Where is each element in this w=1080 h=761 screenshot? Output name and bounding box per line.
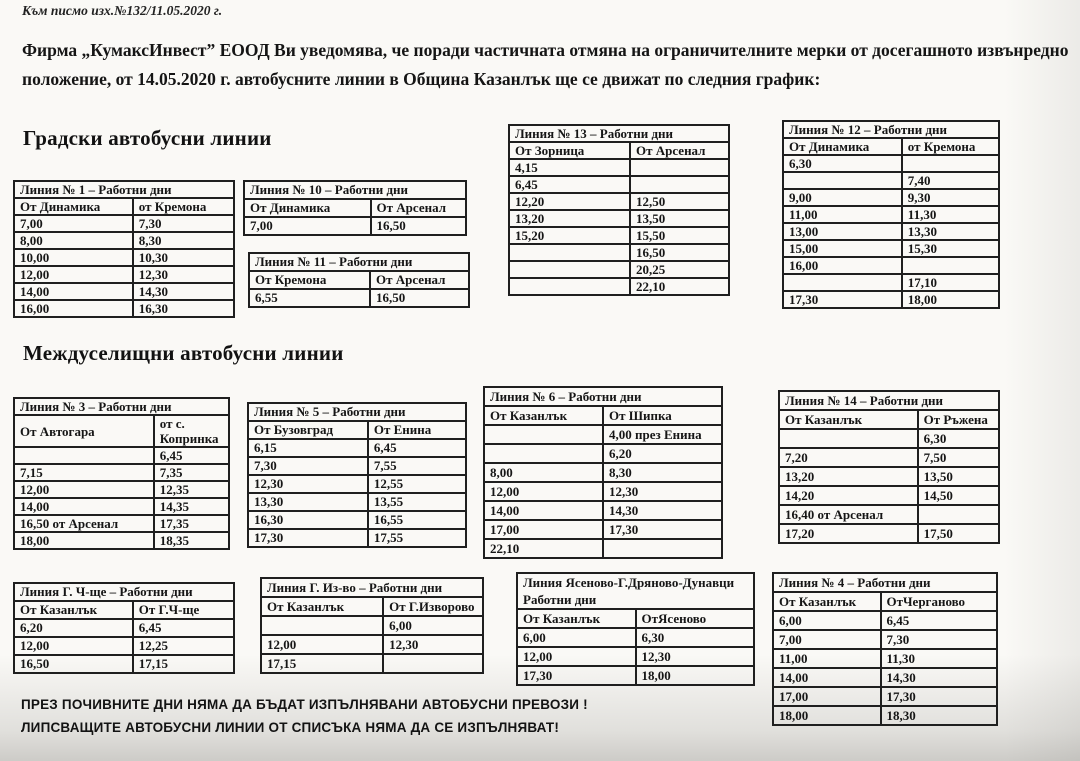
time-cell: 11,30 <box>902 206 999 223</box>
time-cell: 14,30 <box>603 501 722 520</box>
time-cell: 16,00 <box>783 257 902 274</box>
time-cell: 12,30 <box>603 482 722 501</box>
time-cell: 7,30 <box>133 215 234 232</box>
time-cell: 12,30 <box>383 635 483 654</box>
table-line-14 <box>778 390 1000 544</box>
column-header: От Арсенал <box>370 271 469 289</box>
time-cell: 14,30 <box>881 668 997 687</box>
column-header: От Шипка <box>603 406 722 425</box>
column-header: От Зорница <box>509 142 630 159</box>
schedule-table <box>243 180 467 236</box>
schedule-table <box>483 386 723 559</box>
time-cell: 13,00 <box>783 223 902 240</box>
schedule-table <box>13 397 230 550</box>
time-cell: 13,50 <box>630 210 729 227</box>
time-cell: 6,20 <box>603 444 722 463</box>
column-header: от Кремона <box>133 198 234 215</box>
time-cell: 9,30 <box>902 189 999 206</box>
time-cell: 6,30 <box>918 429 999 448</box>
time-cell: 12,00 <box>484 482 603 501</box>
table-title: Линия № 6 – Работни дни <box>484 387 722 406</box>
time-cell: 15,20 <box>509 227 630 244</box>
reference-note: Към писмо изх.№132/11.05.2020 г. <box>22 3 223 18</box>
column-header: От Бузовград <box>248 421 368 439</box>
time-cell: 15,00 <box>783 240 902 257</box>
time-cell: 7,00 <box>244 217 371 235</box>
time-cell: 7,30 <box>881 630 997 649</box>
time-cell: 17,55 <box>368 529 466 547</box>
time-cell: 12,25 <box>133 637 234 655</box>
time-cell: 17,15 <box>133 655 234 673</box>
table-line-5 <box>247 402 467 548</box>
schedule-table <box>782 120 1000 309</box>
time-cell: 6,55 <box>249 289 370 307</box>
time-cell: 18,35 <box>154 532 229 549</box>
time-cell: 17,30 <box>783 291 902 308</box>
time-cell <box>509 244 630 261</box>
column-header: От Казанлък <box>773 592 881 611</box>
schedule-table <box>772 572 998 726</box>
time-cell: 6,00 <box>383 616 483 635</box>
column-header: От Динамика <box>14 198 133 215</box>
time-cell: 6,20 <box>14 619 133 637</box>
time-cell: 13,20 <box>509 210 630 227</box>
time-cell <box>902 257 999 274</box>
time-cell: 17,15 <box>261 654 383 673</box>
table-title: Линия № 5 – Работни дни <box>248 403 466 421</box>
time-cell: 12,00 <box>14 481 154 498</box>
time-cell: 14,00 <box>14 283 133 300</box>
time-cell: 12,00 <box>14 266 133 283</box>
column-header: ОтЯсеново <box>636 609 755 628</box>
time-cell: 14,00 <box>484 501 603 520</box>
column-header: от с. Копринка <box>154 415 229 447</box>
column-header: От Автогара <box>14 415 154 447</box>
time-cell: 11,30 <box>881 649 997 668</box>
time-cell: 17,50 <box>918 524 999 543</box>
time-cell: 12,55 <box>368 475 466 493</box>
table-line-3 <box>13 397 230 550</box>
column-header: От Казанлък <box>261 597 383 616</box>
column-header: От Г.Изворово <box>383 597 483 616</box>
time-cell: 8,30 <box>133 232 234 249</box>
table-line-11 <box>248 252 470 308</box>
column-header: От Казанлък <box>779 410 918 429</box>
time-cell: 10,30 <box>133 249 234 266</box>
table-line-13 <box>508 124 730 296</box>
time-cell: 17,35 <box>154 515 229 532</box>
time-cell: 14,20 <box>779 486 918 505</box>
time-cell: 13,30 <box>248 493 368 511</box>
time-cell: 16,50 от Арсенал <box>14 515 154 532</box>
column-header: От Динамика <box>244 199 371 217</box>
time-cell: 12,50 <box>630 193 729 210</box>
time-cell: 18,00 <box>902 291 999 308</box>
time-cell: 17,10 <box>902 274 999 291</box>
time-cell: 7,40 <box>902 172 999 189</box>
column-header: От Арсенал <box>630 142 729 159</box>
time-cell <box>383 654 483 673</box>
time-cell: 8,00 <box>14 232 133 249</box>
time-cell: 16,50 <box>630 244 729 261</box>
time-cell <box>630 176 729 193</box>
time-cell: 12,30 <box>248 475 368 493</box>
time-cell: 11,00 <box>773 649 881 668</box>
column-header: ОтЧерганово <box>881 592 997 611</box>
table-line-12 <box>782 120 1000 309</box>
intro-paragraph: Фирма „КумаксИнвест” ЕООД Ви уведомява, че поради частичната отмяна на ограничителните мерки от досегашното извънредно положение, от 14.05.2020 г. автобусните линии в Община Казанлък ще се движат по следния график: <box>22 40 1069 89</box>
table-line-g-izvorovo <box>260 577 484 674</box>
time-cell: 12,00 <box>14 637 133 655</box>
time-cell: 17,00 <box>773 687 881 706</box>
table-line-4 <box>772 572 998 726</box>
time-cell: 6,30 <box>783 155 902 172</box>
footer-note-missing-lines: ЛИПСВАЩИТЕ АВТОБУСНИ ЛИНИИ ОТ СПИСЪКА НЯМА ДА СЕ ИЗПЪЛНЯВАТ! <box>21 720 560 735</box>
table-title: Линия № 4 – Работни дни <box>773 573 997 592</box>
time-cell: 15,30 <box>902 240 999 257</box>
column-header: От Казанлък <box>484 406 603 425</box>
section-title-intercity-lines: Междуселищни автобусни линии <box>23 341 344 365</box>
column-header: От Казанлък <box>517 609 636 628</box>
time-cell: 6,00 <box>517 628 636 647</box>
time-cell: 18,00 <box>773 706 881 725</box>
time-cell <box>783 274 902 291</box>
time-cell: 18,00 <box>14 532 154 549</box>
table-title: Линия № 14 – Работни дни <box>779 391 999 410</box>
time-cell: 4,00 през Енина <box>603 425 722 444</box>
time-cell: 16,00 <box>14 300 133 317</box>
time-cell: 11,00 <box>783 206 902 223</box>
time-cell: 6,45 <box>368 439 466 457</box>
schedule-table <box>248 252 470 308</box>
column-header: От Ръжена <box>918 410 999 429</box>
time-cell: 8,00 <box>484 463 603 482</box>
time-cell: 13,50 <box>918 467 999 486</box>
time-cell: 16,30 <box>248 511 368 529</box>
time-cell: 14,35 <box>154 498 229 515</box>
time-cell: 13,55 <box>368 493 466 511</box>
schedule-table <box>260 577 484 674</box>
time-cell: 7,55 <box>368 457 466 475</box>
time-cell: 4,15 <box>509 159 630 176</box>
column-header: От Енина <box>368 421 466 439</box>
table-line-yasenovo <box>516 572 755 686</box>
time-cell: 16,50 <box>371 217 466 235</box>
time-cell: 17,30 <box>517 666 636 685</box>
time-cell: 14,00 <box>14 498 154 515</box>
table-title: Линия № 11 – Работни дни <box>249 253 469 271</box>
footer-note-weekends: ПРЕЗ ПОЧИВНИТЕ ДНИ НЯМА ДА БЪДАТ ИЗПЪЛНЯВАНИ АВТОБУСНИ ПРЕВОЗИ ! <box>21 697 588 712</box>
time-cell: 22,10 <box>484 539 603 558</box>
time-cell: 15,50 <box>630 227 729 244</box>
time-cell <box>630 159 729 176</box>
time-cell: 7,30 <box>248 457 368 475</box>
time-cell: 13,20 <box>779 467 918 486</box>
time-cell: 7,35 <box>154 464 229 481</box>
time-cell: 16,50 <box>370 289 469 307</box>
time-cell: 18,00 <box>636 666 755 685</box>
time-cell: 17,30 <box>881 687 997 706</box>
time-cell: 12,00 <box>517 647 636 666</box>
time-cell: 8,30 <box>603 463 722 482</box>
time-cell <box>603 539 722 558</box>
section-title-city-lines: Градски автобусни линии <box>23 126 272 150</box>
time-cell <box>779 429 918 448</box>
time-cell: 6,30 <box>636 628 755 647</box>
table-title: Линия № 12 – Работни дни <box>783 121 999 138</box>
table-title: Линия № 10 – Работни дни <box>244 181 466 199</box>
time-cell: 6,15 <box>248 439 368 457</box>
schedule-table <box>13 180 235 318</box>
time-cell: 9,00 <box>783 189 902 206</box>
schedule-table <box>516 572 755 686</box>
time-cell: 22,10 <box>630 278 729 295</box>
time-cell: 7,00 <box>14 215 133 232</box>
table-line-g-chshte <box>13 582 235 674</box>
time-cell: 7,20 <box>779 448 918 467</box>
time-cell: 17,30 <box>248 529 368 547</box>
column-header: От Г.Ч-ще <box>133 601 234 619</box>
time-cell <box>14 447 154 464</box>
table-line-10 <box>243 180 467 236</box>
time-cell: 7,50 <box>918 448 999 467</box>
time-cell <box>783 172 902 189</box>
schedule-table <box>508 124 730 296</box>
time-cell: 16,50 <box>14 655 133 673</box>
time-cell: 12,00 <box>261 635 383 654</box>
table-title: Линия № 3 – Работни дни <box>14 398 229 415</box>
column-header: От Казанлък <box>14 601 133 619</box>
column-header: От Арсенал <box>371 199 466 217</box>
time-cell: 10,00 <box>14 249 133 266</box>
time-cell: 20,25 <box>630 261 729 278</box>
time-cell <box>902 155 999 172</box>
column-header: от Кремона <box>902 138 999 155</box>
time-cell: 14,30 <box>133 283 234 300</box>
time-cell: 7,00 <box>773 630 881 649</box>
table-line-6 <box>483 386 723 559</box>
time-cell: 12,30 <box>636 647 755 666</box>
time-cell <box>918 505 999 524</box>
time-cell: 18,30 <box>881 706 997 725</box>
schedule-table <box>247 402 467 548</box>
time-cell <box>484 444 603 463</box>
table-title: Линия Ясеново-Г.Дряново-Дунавци Работни дни <box>517 573 754 609</box>
column-header: От Кремона <box>249 271 370 289</box>
time-cell: 17,00 <box>484 520 603 539</box>
table-title: Линия Г. Ч-ще – Работни дни <box>14 583 234 601</box>
time-cell: 14,50 <box>918 486 999 505</box>
table-title: Линия № 1 – Работни дни <box>14 181 234 198</box>
time-cell: 16,55 <box>368 511 466 529</box>
time-cell <box>509 261 630 278</box>
time-cell: 17,20 <box>779 524 918 543</box>
time-cell: 12,35 <box>154 481 229 498</box>
time-cell <box>484 425 603 444</box>
time-cell: 13,30 <box>902 223 999 240</box>
column-header: От Динамика <box>783 138 902 155</box>
time-cell: 7,15 <box>14 464 154 481</box>
time-cell: 16,30 <box>133 300 234 317</box>
time-cell: 6,45 <box>881 611 997 630</box>
table-title: Линия Г. Из-во – Работни дни <box>261 578 483 597</box>
time-cell: 17,30 <box>603 520 722 539</box>
schedule-table <box>778 390 1000 544</box>
time-cell: 6,45 <box>154 447 229 464</box>
time-cell: 6,45 <box>509 176 630 193</box>
time-cell: 6,00 <box>773 611 881 630</box>
time-cell <box>261 616 383 635</box>
time-cell: 16,40 от Арсенал <box>779 505 918 524</box>
time-cell: 6,45 <box>133 619 234 637</box>
time-cell <box>509 278 630 295</box>
schedule-table <box>13 582 235 674</box>
time-cell: 12,20 <box>509 193 630 210</box>
time-cell: 14,00 <box>773 668 881 687</box>
table-title: Линия № 13 – Работни дни <box>509 125 729 142</box>
time-cell: 12,30 <box>133 266 234 283</box>
table-line-1 <box>13 180 235 318</box>
